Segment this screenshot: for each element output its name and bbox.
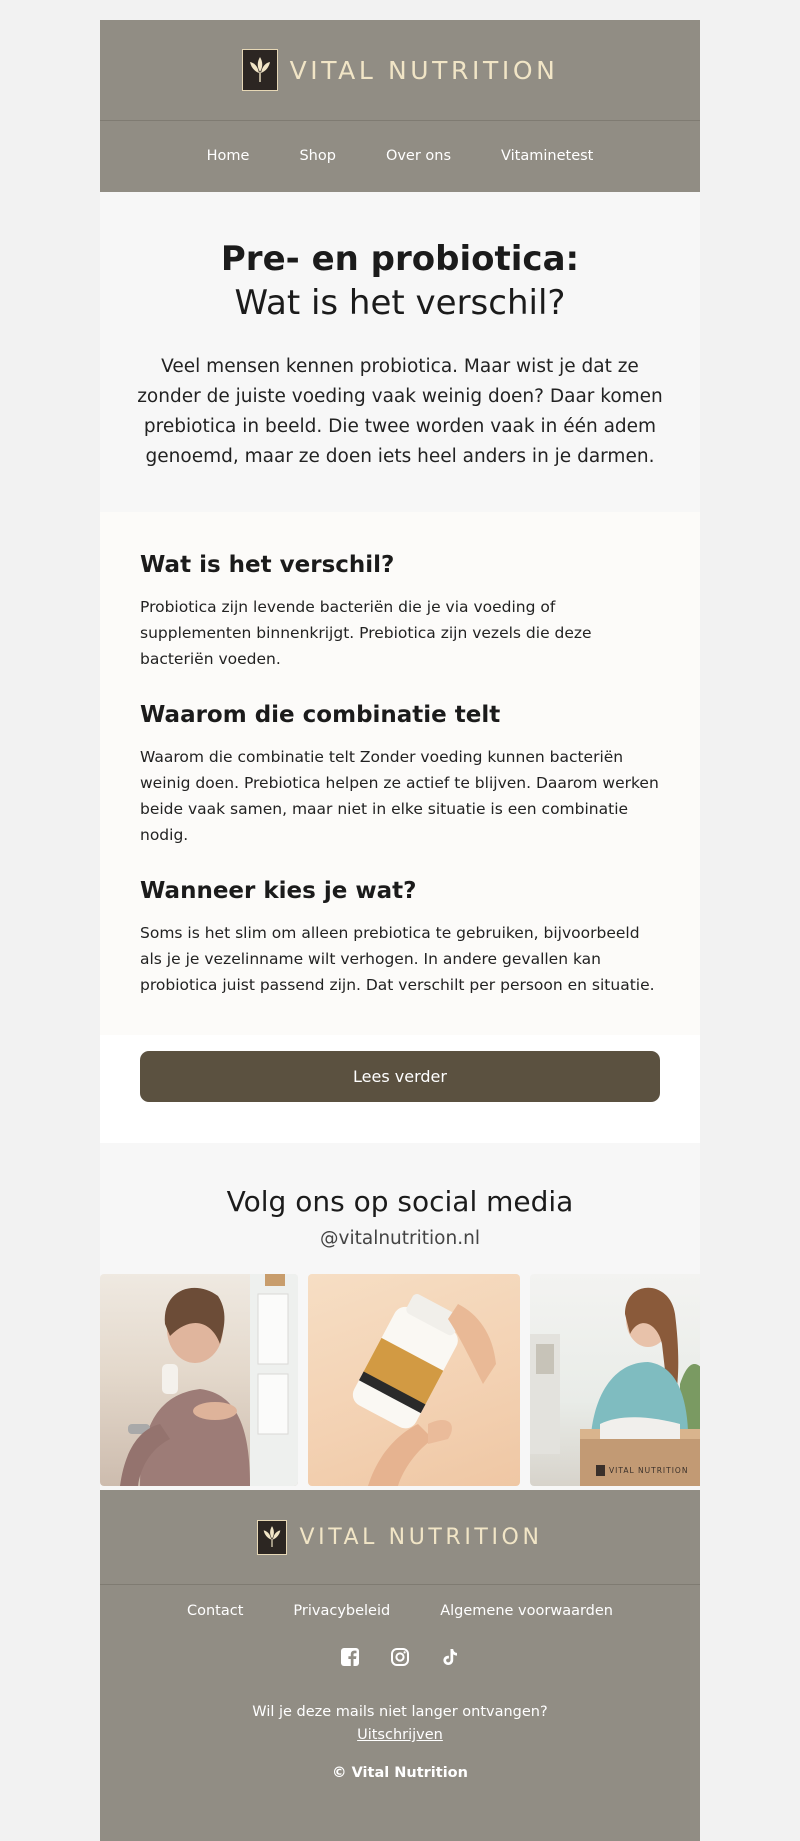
photo-strip	[100, 1274, 700, 1486]
lees-verder-button[interactable]: Lees verder	[140, 1051, 660, 1102]
unsubscribe-text: Wil je deze mails niet langer ontvangen?	[252, 1704, 548, 1720]
hero	[100, 192, 700, 512]
leaf-watermark-icon	[596, 1465, 605, 1476]
hero-subtitle: Wat is het verschil?	[234, 283, 566, 323]
logo[interactable]	[100, 20, 700, 121]
footer-logo[interactable]	[100, 1490, 700, 1585]
email-container	[100, 20, 700, 1841]
instagram-icon[interactable]	[390, 1647, 410, 1667]
nav-vitaminetest[interactable]: Vitaminetest	[501, 148, 594, 164]
photo-hands-bottle[interactable]	[308, 1274, 520, 1486]
main-nav	[100, 121, 700, 191]
hero-title: Pre- en probiotica:	[220, 239, 580, 279]
social-title: Volg ons op social media	[226, 1185, 574, 1218]
footer	[100, 1490, 700, 1841]
footer-link-contact[interactable]: Contact	[186, 1603, 244, 1619]
header	[100, 20, 700, 192]
tiktok-icon[interactable]	[440, 1647, 460, 1667]
photo-watermark	[596, 1465, 688, 1476]
copyright: © Vital Nutrition	[332, 1765, 468, 1781]
content-sections	[100, 512, 700, 1035]
hero-intro: Veel mensen kennen probiotica. Maar wist je dat ze zonder de juiste voeding vaak weinig doen? Daar komen prebiotica in beeld. Die twee worden vaak in één adem genoemd, maar ze doen iets heel anders in je darmen.	[137, 356, 663, 467]
social-section	[100, 1143, 700, 1490]
section-heading: Waarom die combinatie telt	[140, 702, 501, 728]
social-handle[interactable]: @vitalnutrition.nl	[320, 1228, 480, 1249]
footer-brand-name: VITAL NUTRITION	[299, 1524, 543, 1550]
unsubscribe-link[interactable]: Uitschrijven	[357, 1727, 443, 1743]
section-body: Soms is het slim om alleen prebiotica te gebruiken, bijvoorbeeld als je je vezelinname wilt verhogen. In andere gevallen kan probiotica juist passend zijn. Dat verschilt per persoon en situatie.	[140, 924, 655, 994]
section-heading: Wanneer kies je wat?	[140, 878, 417, 904]
nav-home[interactable]: Home	[206, 148, 250, 164]
brand-name: VITAL NUTRITION	[289, 55, 559, 85]
footer-links	[100, 1585, 700, 1619]
nav-shop[interactable]: Shop	[299, 148, 336, 164]
cta-area	[100, 1035, 700, 1143]
nav-over-ons[interactable]: Over ons	[385, 148, 452, 164]
facebook-icon[interactable]	[340, 1647, 360, 1667]
section-body: Probiotica zijn levende bacteriën die je via voeding of supplementen binnenkrijgt. Prebiotica zijn vezels die deze bacteriën voeden.	[140, 598, 592, 668]
section-heading: Wat is het verschil?	[140, 552, 395, 578]
footer-link-terms[interactable]: Algemene voorwaarden	[440, 1603, 613, 1619]
leaf-logo-icon	[257, 1520, 287, 1555]
leaf-logo-icon	[242, 49, 278, 91]
section-body: Waarom die combinatie telt Zonder voeding kunnen bacteriën weinig doen. Prebiotica helpen ze actief te blijven. Daarom werken beide vaak samen, maar niet in elke situatie is een combinatie nodig.	[140, 748, 659, 844]
social-icons	[100, 1647, 700, 1667]
unsubscribe-block	[100, 1701, 700, 1747]
footer-link-privacy[interactable]: Privacybeleid	[293, 1603, 391, 1619]
photo-woman-unboxing[interactable]	[530, 1274, 700, 1486]
photo-woman-supplement[interactable]	[100, 1274, 298, 1486]
watermark-text: VITAL NUTRITION	[609, 1466, 689, 1475]
